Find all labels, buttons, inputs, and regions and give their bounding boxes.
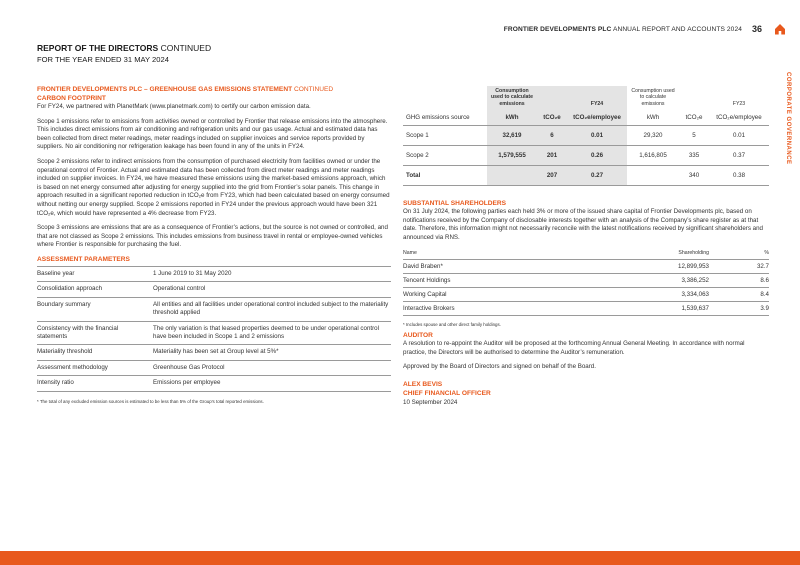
page-title-main: REPORT OF THE DIRECTORS (37, 43, 159, 53)
auditor-heading: AUDITOR (403, 332, 433, 340)
col-ghg-source: GHG emissions source (403, 110, 487, 126)
ghg-cell-kwh24 (487, 166, 537, 186)
col-name: Name (403, 248, 594, 260)
side-section-tab[interactable] (779, 72, 791, 202)
parameter-key: Materiality threshold (37, 345, 153, 360)
shareholder-name: Tencent Holdings (403, 274, 594, 288)
page-number: 36 (752, 24, 763, 34)
shareholder-row (403, 302, 769, 316)
ghg-cell-source: Total (403, 166, 487, 186)
ghg-cell-kwh24: 32,619 (487, 126, 537, 146)
materiality-footnote: * The total of any excluded emission sources is estimated to be less than 5% of the Group’s total reported emissions. (37, 398, 264, 404)
col-tco2e-fy24: tCO₂e (537, 110, 567, 126)
carbon-paragraph-1: For FY24, we partnered with PlanetMark (www.planetmark.com) to certify our carbon emission data. (37, 103, 311, 110)
parameter-key: Consolidation approach (37, 282, 153, 297)
parameter-value: Greenhouse Gas Protocol (153, 360, 391, 375)
substantial-shareholders-heading: SUBSTANTIAL SHAREHOLDERS (403, 200, 507, 208)
ghg-row (403, 146, 769, 166)
page-title-cont: CONTINUED (158, 43, 212, 53)
auditor-paragraph: A resolution to re-appoint the Auditor will be proposed at the forthcoming Annual General Meeting. In accordance with normal practice, the Directors will be authorised to determine the Auditor’s remuneration. (403, 340, 745, 356)
scope2-paragraph: Scope 2 emissions refer to indirect emissions from the consumption of purchased electricity from facilities owned or under the operational control of Frontier. Actual and estimated data has been collected from direct meter readings and meter readings included on supplier invoices. In FY24, we have measured these emissions using the market-based emissions approach, which is based on net energy consumed after adjusting for energy supplied into the grid from Frontier’s solar panels. This change in approach resulted in a significant reported reduction in tCO₂e from FY23, which had been calculated based on energy consumed without netting our energy supplied. Scope 2 emissions reported in FY24 under the previous approach would have been 321 tCO₂e, which would have represented a 4% decrease from FY23. (37, 157, 390, 217)
side-section-label: CORPORATE GOVERNANCE (785, 72, 791, 165)
shareholder-pct: 3.9 (709, 302, 769, 316)
fy24-header: FY24 (567, 86, 627, 110)
parameter-row (37, 345, 391, 360)
col-kwh-fy23: kWh (627, 110, 679, 126)
parameter-value: The only variation is that leased properties deemed to be under operational control have been included in Scope 1 and 2 emissions (153, 321, 391, 345)
shareholders-footnote: * Includes spouse and other direct family holdings. (403, 322, 501, 328)
ghg-cell-source: Scope 2 (403, 146, 487, 166)
parameter-row (37, 297, 391, 321)
scope1-paragraph: Scope 1 emissions refer to emissions from activities owned or controlled by Frontier that release emissions into the atmosphere. This includes direct emissions from air conditioning and refrigeration units and our gas usage. Actual and estimated data has been collected from direct meter readings, meter readings included on supplier invoices and service reports provided by suppliers. No air conditioning nor refrigeration leakage has been found in any of the units in FY24. (37, 117, 388, 151)
right-column (403, 86, 769, 407)
home-icon[interactable] (774, 23, 786, 35)
col-tco2e-employee-fy24: tCO₂e/employee (567, 110, 627, 126)
col-shareholding: Shareholding (594, 248, 709, 260)
ghg-cell-t24: 201 (537, 146, 567, 166)
shareholder-pct: 8.6 (709, 274, 769, 288)
ghg-cell-t23: 335 (679, 146, 709, 166)
parameter-key: Boundary summary (37, 297, 153, 321)
signatory-role: CHIEF FINANCIAL OFFICER (403, 389, 491, 397)
signatory-name: ALEX BEVIS (403, 380, 443, 388)
page-subtitle: FOR THE YEAR ENDED 31 MAY 2024 (37, 55, 169, 64)
ghg-section-heading (37, 85, 391, 94)
ghg-cell-te24: 0.26 (567, 146, 627, 166)
parameter-row (37, 360, 391, 375)
shareholder-row (403, 274, 769, 288)
col-kwh-fy24: kWh (487, 110, 537, 126)
parameter-row (37, 266, 391, 281)
approval-paragraph: Approved by the Board of Directors and signed on behalf of the Board. (403, 363, 596, 371)
parameter-value: 1 June 2019 to 31 May 2020 (153, 266, 391, 281)
ghg-row (403, 126, 769, 146)
parameter-row (37, 321, 391, 345)
ghg-cell-te23: 0.38 (709, 166, 769, 186)
running-header (504, 26, 742, 33)
left-column (37, 85, 391, 404)
shareholder-pct: 8.4 (709, 288, 769, 302)
parameter-key: Baseline year (37, 266, 153, 281)
ghg-cell-te23: 0.37 (709, 146, 769, 166)
ghg-row (403, 166, 769, 186)
assessment-parameters-heading: ASSESSMENT PARAMETERS (37, 255, 130, 263)
parameter-row (37, 376, 391, 391)
fy23-consumption-header: Consumption used to calculate emissions (631, 88, 675, 107)
parameter-value: Emissions per employee (153, 376, 391, 391)
parameter-row (37, 282, 391, 297)
shareholder-pct: 32.7 (709, 260, 769, 274)
shareholder-holding: 3,334,063 (594, 288, 709, 302)
col-percent: % (709, 248, 769, 260)
shareholder-holding: 1,539,637 (594, 302, 709, 316)
report-name: ANNUAL REPORT AND ACCOUNTS 2024 (611, 26, 742, 33)
shareholder-name: Interactive Brokers (403, 302, 594, 316)
parameter-value: Materiality has been set at Group level at 5%* (153, 345, 391, 360)
shareholder-name: Working Capital (403, 288, 594, 302)
ghg-cell-te24: 0.27 (567, 166, 627, 186)
parameter-key: Intensity ratio (37, 376, 153, 391)
ghg-cell-source: Scope 1 (403, 126, 487, 146)
carbon-footprint-heading: CARBON FOOTPRINT (37, 95, 106, 102)
assessment-parameters-table (37, 266, 391, 392)
parameter-value: Operational control (153, 282, 391, 297)
scope3-paragraph: Scope 3 emissions are emissions that are as a consequence of Frontier’s actions, but the source is not owned or controlled, and that are not classed as Scope 2 emissions. This includes emissions from business travel in rental or employee-owned vehicles where Frontier is responsible for purchasing the fuel. (37, 224, 388, 249)
ghg-section-title: FRONTIER DEVELOPMENTS PLC – GREENHOUSE GAS EMISSIONS STATEMENT (37, 86, 293, 93)
ghg-cell-kwh24: 1,579,555 (487, 146, 537, 166)
shareholder-name: David Braben* (403, 260, 594, 274)
ghg-cell-kwh23: 29,320 (627, 126, 679, 146)
shareholder-row (403, 288, 769, 302)
ghg-cell-kwh23 (627, 166, 679, 186)
page-title (37, 43, 211, 53)
page-header (0, 23, 800, 39)
shareholders-table (403, 248, 769, 317)
ghg-cell-te24: 0.01 (567, 126, 627, 146)
ghg-cell-t24: 6 (537, 126, 567, 146)
bottom-accent-bar (0, 551, 800, 565)
company-name: FRONTIER DEVELOPMENTS PLC (503, 26, 612, 33)
shareholder-holding: 3,386,252 (594, 274, 709, 288)
ghg-cell-t23: 340 (679, 166, 709, 186)
col-tco2e-employee-fy23: tCO₂e/employee (709, 110, 769, 126)
shareholder-holding: 12,899,953 (594, 260, 709, 274)
signature-date: 10 September 2024 (403, 398, 458, 406)
shareholder-row (403, 260, 769, 274)
ghg-cell-te23: 0.01 (709, 126, 769, 146)
ghg-cell-kwh23: 1,616,805 (627, 146, 679, 166)
shareholders-intro: On 31 July 2024, the following parties each held 3% or more of the issued share capital of Frontier Developments plc, based on notifications received by the Company of disclosable interests together with an analysis of the Company’s share register as at that date. Therefore, this information might not necessarily reconcile with the latest notifications received by significant shareholders and announced via RNS. (403, 208, 763, 241)
ghg-cell-t23: 5 (679, 126, 709, 146)
fy24-consumption-header: Consumption used to calculate emissions (487, 86, 537, 110)
parameter-value: All entities and all facilities under operational control included subject to the materiality threshold applied (153, 297, 391, 321)
fy23-header: FY23 (732, 100, 746, 107)
ghg-cell-t24: 207 (537, 166, 567, 186)
ghg-emissions-table (403, 86, 769, 186)
parameter-key: Assessment methodology (37, 360, 153, 375)
parameter-key: Consistency with the financial statements (37, 321, 153, 345)
col-tco2e-fy23: tCO₂e (679, 110, 709, 126)
ghg-section-cont: CONTINUED (292, 86, 334, 93)
